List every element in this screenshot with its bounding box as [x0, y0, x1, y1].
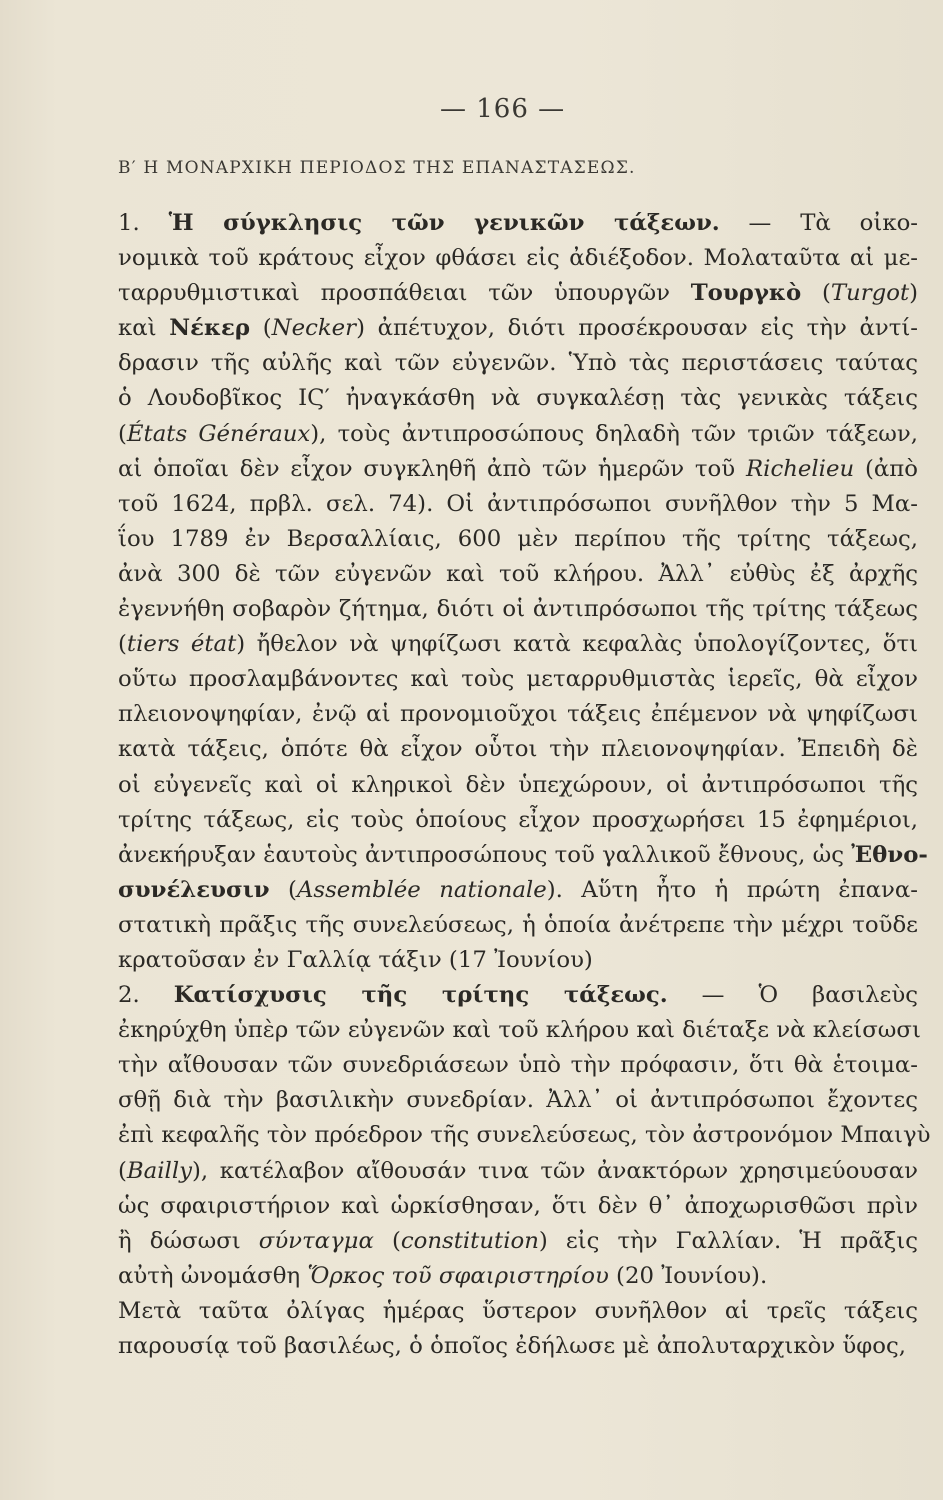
bold-term: Ἡ σύγκλησις τῶν γενικῶν τάξεων. [168, 210, 720, 236]
text-run: τὴν αἴθουσαν τῶν συνεδριάσεων ὑπὸ τὴν πρόφασιν, ὅτι θὰ ἑτοιμα- [118, 1052, 918, 1079]
text-line [118, 1048, 918, 1083]
text-run: ( [118, 1157, 127, 1184]
text-run: κρατοῦσαν ἐν Γαλλίᾳ τάξιν (17 Ἰουνίου) [118, 946, 593, 973]
bold-term: Τουργκὸ [690, 280, 802, 307]
text-line [118, 908, 918, 943]
text-line [118, 311, 918, 346]
text-line [118, 1083, 918, 1118]
bold-term: Νέκερ [169, 315, 251, 342]
text-line [118, 592, 918, 627]
text-line [118, 276, 918, 311]
text-line [118, 346, 918, 381]
text-run: ὁ Λουδοβῖκος ΙϚ′ ἠναγκάσθη νὰ συγκαλέσῃ τὰς γενικὰς τάξεις [118, 385, 918, 412]
bold-term: συνέλευσιν [118, 876, 270, 903]
text-run: (20 Ἰουνίου). [608, 1262, 768, 1289]
italic-term: Turgot [830, 280, 910, 307]
text-line [118, 627, 918, 662]
text-run: — Ὁ βασιλεὺς [667, 982, 918, 1009]
text-run: ) ἤθελον νὰ ψηφίζωσι κατὰ κεφαλὰς ὑπολογίζοντες, ὅτι [236, 631, 918, 658]
text-line [118, 838, 928, 873]
text-line [118, 1189, 918, 1224]
text-line [118, 417, 918, 452]
text-run: σθῇ διὰ τὴν βασιλικὴν συνεδρίαν. Ἀλλ᾽ οἱ ἀντιπρόσωποι ἔχοντες [118, 1087, 918, 1114]
italic-term: Ὅρκος τοῦ σφαιριστηρίου [307, 1262, 609, 1289]
italic-term: Richelieu [745, 455, 855, 482]
text-run: καὶ [118, 315, 170, 342]
italic-term: Assemblée nationale [296, 876, 547, 903]
text-run: (ἀπὸ [854, 455, 918, 482]
text-run: τρίτης τάξεως, εἰς τοὺς ὁποίους εἶχον προσχωρήσει 15 ἐφημέριοι, [118, 806, 918, 833]
text-line [118, 241, 918, 276]
italic-term: σύνταγμα [258, 1227, 374, 1254]
text-run: ἐπὶ κεφαλῆς τὸν πρόεδρον τῆς συνελεύσεως, τὸν ἀστρονόμον Μπαιγὺ [118, 1122, 931, 1149]
text-run: Μετὰ ταῦτα ὀλίγας ἡμέρας ὕστερον συνῆλθον αἱ τρεῖς τάξεις [118, 1297, 918, 1324]
text-run: ) [909, 280, 919, 307]
text-line [118, 1154, 918, 1189]
bold-term: Ἐθνο- [851, 841, 928, 868]
text-line [118, 943, 918, 978]
italic-term: Bailly [126, 1157, 193, 1184]
text-line [118, 557, 918, 592]
text-line [118, 978, 918, 1013]
text-line [118, 206, 918, 241]
text-run: ( [801, 280, 831, 307]
text-run: οἱ εὐγενεῖς καὶ οἱ κληρικοὶ δὲν ὑπεχώρουν, οἱ ἀντιπρόσωποι τῆς [118, 771, 918, 798]
text-run: 2. [118, 982, 174, 1009]
text-run: ΐου 1789 ἐν Βερσαλλίαις, 600 μὲν περίπου τῆς τρίτης τάξεως, [118, 525, 918, 552]
page-number: — 166 — [440, 94, 566, 124]
text-line [118, 732, 918, 767]
text-line [118, 1294, 918, 1329]
text-line [118, 1118, 931, 1153]
text-run: στατικὴ πρᾶξις τῆς συνελεύσεως, ἡ ὁποία ἀνέτρεπε τὴν μέχρι τοῦδε [118, 911, 918, 938]
italic-term: Necker [271, 315, 357, 342]
text-run: ( [250, 315, 272, 342]
text-run: οὕτω προσλαμβάνοντες καὶ τοὺς μεταρρυθμιστὰς ἱερεῖς, θὰ εἶχον [118, 666, 918, 693]
text-line [118, 1224, 918, 1259]
text-run: τοῦ 1624, πρβλ. σελ. 74). Οἱ ἀντιπρόσωποι συνῆλθον τὴν 5 Μα- [118, 490, 918, 517]
italic-term: constitution [400, 1227, 539, 1254]
text-line [118, 1259, 918, 1294]
text-run: ( [269, 876, 297, 903]
text-line [118, 487, 918, 522]
text-run: ) εἰς τὴν Γαλλίαν. Ἡ πρᾶξις [538, 1227, 918, 1254]
bold-term: Κατίσχυσις τῆς τρίτης τάξεως. [173, 982, 668, 1009]
text-run: — Τὰ οἰκο- [719, 210, 918, 236]
text-line [118, 1013, 921, 1048]
text-run: αὐτὴ ὠνομάσθη [118, 1262, 308, 1289]
text-run: κατὰ τάξεις, ὁπότε θὰ εἶχον οὗτοι τὴν πλειονοψηφίαν. Ἐπειδὴ δὲ [118, 736, 918, 763]
text-run: ) ἀπέτυχον, διότι προσέκρουσαν εἰς τὴν ἀντί- [356, 315, 918, 342]
text-run: δρασιν τῆς αὐλῆς καὶ τῶν εὐγενῶν. Ὑπὸ τὰς περιστάσεις ταύτας [118, 350, 918, 377]
text-run: ), τοὺς ἀντιπροσώπους δηλαδὴ τῶν τριῶν τάξεων, [310, 420, 918, 447]
text-run: ἢ δώσωσι [118, 1227, 259, 1254]
text-run: παρουσίᾳ τοῦ βασιλέως, ὁ ὁποῖος ἐδήλωσε μὲ ἀπολυταρχικὸν ὕφος, [118, 1333, 906, 1359]
text-run: ταρρυθμιστικαὶ προσπάθειαι τῶν ὑπουργῶν [118, 280, 691, 307]
running-head: Β′ Η ΜΟΝΑΡΧΙΚΗ ΠΕΡΙΟΔΟΣ ΤΗΣ ΕΠΑΝΑΣΤΑΣΕΩΣ. [118, 158, 636, 178]
text-run: αἱ ὁποῖαι δὲν εἶχον συγκληθῆ ἀπὸ τῶν ἡμερῶν τοῦ [118, 455, 746, 482]
text-line [118, 1329, 918, 1364]
text-line [118, 697, 918, 732]
text-run: ἀνὰ 300 δὲ τῶν εὐγενῶν καὶ τοῦ κλήρου. Ἀλλ᾽ εὐθὺς ἐξ ἀρχῆς [118, 560, 918, 587]
text-run: πλειονοψηφίαν, ἐνῷ αἱ προνομιοῦχοι τάξεις ἐπέμενον νὰ ψηφίζωσι [118, 701, 918, 728]
text-run: ), κατέλαβον αἴθουσάν τινα τῶν ἀνακτόρων χρησιμεύουσαν [192, 1157, 918, 1184]
text-line [118, 873, 918, 908]
text-run: 1. [118, 210, 169, 236]
text-line [118, 452, 918, 487]
text-line [118, 768, 918, 803]
text-run: ( [118, 420, 127, 447]
italic-term: tiers état [126, 631, 237, 658]
text-run: νομικὰ τοῦ κράτους εἶχον φθάσει εἰς ἀδιέξοδον. Μολαταῦτα αἱ με- [118, 245, 918, 272]
text-run: ( [118, 631, 127, 658]
italic-term: États Généraux [126, 420, 311, 447]
text-run: ἐγεννήθη σοβαρὸν ζήτημα, διότι οἱ ἀντιπρόσωποι τῆς τρίτης τάξεως [118, 596, 918, 623]
text-run: ἐκηρύχθη ὑπὲρ τῶν εὐγενῶν καὶ τοῦ κλήρου καὶ διέταξε νὰ κλείσωσι [118, 1017, 921, 1044]
text-line [118, 522, 918, 557]
body-text [118, 206, 931, 1364]
text-line [118, 381, 918, 416]
text-line [118, 662, 918, 697]
text-run: ἀνεκήρυξαν ἑαυτοὺς ἀντιπροσώπους τοῦ γαλλικοῦ ἔθνους, ὡς [118, 841, 852, 868]
text-run: ( [373, 1227, 401, 1254]
text-run: ὡς σφαιριστήριον καὶ ὡρκίσθησαν, ὅτι δὲν θ᾽ ἀποχωρισθῶσι πρὶν [118, 1192, 918, 1219]
text-run: ). Αὕτη ἦτο ἡ πρώτη ἐπανα- [546, 876, 918, 903]
text-line [118, 803, 918, 838]
